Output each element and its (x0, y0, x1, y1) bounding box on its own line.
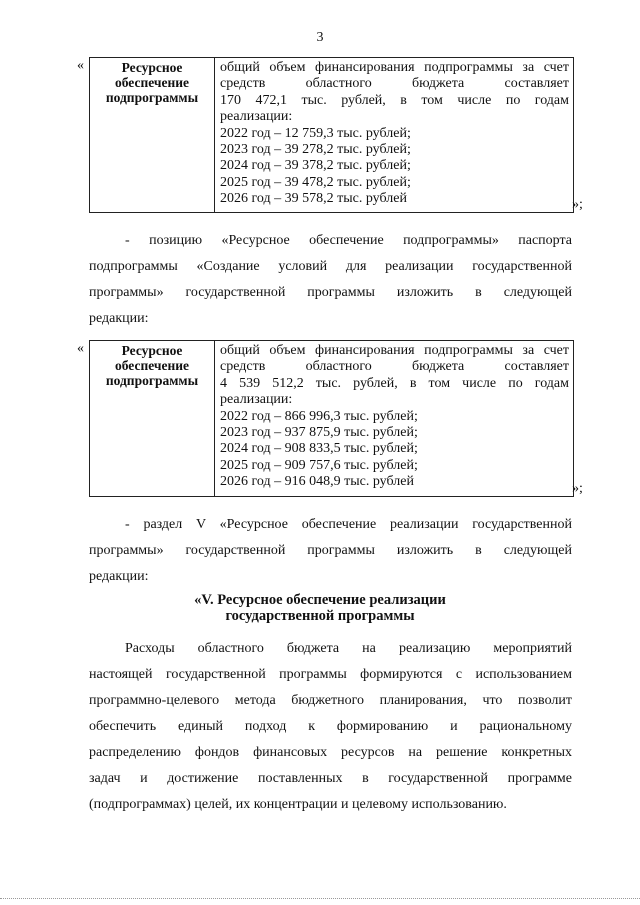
table2-label-line: подпрограммы (105, 373, 199, 388)
section-heading-line: «V. Ресурсное обеспечение реализации (194, 592, 446, 608)
table1-line: 2025 год – 39 478,2 тыс. рублей; (220, 174, 411, 190)
table1-label-line: обеспечение (114, 75, 190, 90)
table2-line: общий объем финансирования подпрограммы за счет (220, 343, 569, 358)
table1-line: 2022 год – 12 759,3 тыс. рублей; (220, 125, 411, 141)
table2-line: 2024 год – 908 833,5 тыс. рублей; (220, 441, 418, 457)
paragraph-line: настоящей государственной программы формируются с использованием (89, 667, 572, 682)
table2-line: 2026 год – 916 048,9 тыс. рублей (220, 474, 414, 490)
paragraph-line: Расходы областного бюджета на реализацию мероприятий (125, 641, 572, 656)
paragraph-line: - раздел V «Ресурсное обеспечение реализации государственной (125, 517, 572, 532)
paragraph-line: - позицию «Ресурсное обеспечение подпрограммы» паспорта (125, 233, 572, 248)
paragraph-line: подпрограммы «Создание условий для реализации государственной (89, 259, 572, 274)
funding-table-2 (89, 340, 574, 497)
paragraph-line: (подпрограммах) целей, их концентрации и целевому использованию. (89, 797, 507, 812)
table2-label-line: обеспечение (114, 358, 190, 373)
page-number: 3 (316, 30, 324, 45)
paragraph-line: обеспечить единый подход к формированию и рациональному (89, 719, 572, 734)
table1-label-line: подпрограммы (105, 90, 199, 105)
table1-close-quote: »; (572, 197, 583, 212)
table2-line: 4 539 512,2 тыс. рублей, в том числе по годам (220, 375, 569, 391)
paragraph-line: редакции: (89, 569, 149, 584)
table1-line: реализации: (220, 109, 293, 125)
table1-line: 2023 год – 39 278,2 тыс. рублей; (220, 142, 411, 158)
paragraph-line: программы» государственной программы изложить в следующей (89, 543, 572, 558)
page-bottom-rule (0, 898, 640, 899)
table1-label-line: Ресурсное (121, 60, 183, 75)
instruction-paragraph-1 (89, 228, 572, 332)
paragraph-line: программы» государственной программы изложить в следующей (89, 285, 572, 300)
table2-open-quote: « (77, 341, 84, 356)
table2-line: 2022 год – 866 996,3 тыс. рублей; (220, 408, 418, 424)
table1-line: 2024 год – 39 378,2 тыс. рублей; (220, 158, 411, 174)
table1-line: 2026 год – 39 578,2 тыс. рублей (220, 191, 407, 207)
table1-open-quote: « (77, 58, 84, 73)
instruction-paragraph-2 (89, 512, 572, 590)
table2-label-cell (90, 341, 215, 496)
body-paragraph (89, 636, 572, 818)
table2-line: 2023 год – 937 875,9 тыс. рублей; (220, 425, 418, 441)
table1-content-cell (215, 58, 573, 212)
paragraph-line: программно-целевого метода бюджетного планирования, что позволит (89, 693, 572, 708)
section-heading-line: государственной программы (225, 608, 415, 624)
table2-line: реализации: (220, 392, 293, 408)
table2-line: 2025 год – 909 757,6 тыс. рублей; (220, 457, 418, 473)
paragraph-line: распределению фондов финансовых ресурсов на решение конкретных (89, 745, 572, 760)
paragraph-line: редакции: (89, 311, 149, 326)
table2-content-cell (215, 341, 573, 496)
table1-line: средств областного бюджета составляет (220, 76, 569, 92)
table1-line: 170 472,1 тыс. рублей, в том числе по годам (220, 92, 569, 108)
table1-line: общий объем финансирования подпрограммы за счет (220, 60, 569, 75)
table1-label-cell (90, 58, 215, 212)
section-heading (0, 592, 640, 624)
table2-label-line: Ресурсное (121, 343, 183, 358)
funding-table-1 (89, 57, 574, 213)
table2-close-quote: »; (572, 481, 583, 496)
paragraph-line: задач и достижение поставленных в государственной программе (89, 771, 572, 786)
table2-line: средств областного бюджета составляет (220, 359, 569, 375)
